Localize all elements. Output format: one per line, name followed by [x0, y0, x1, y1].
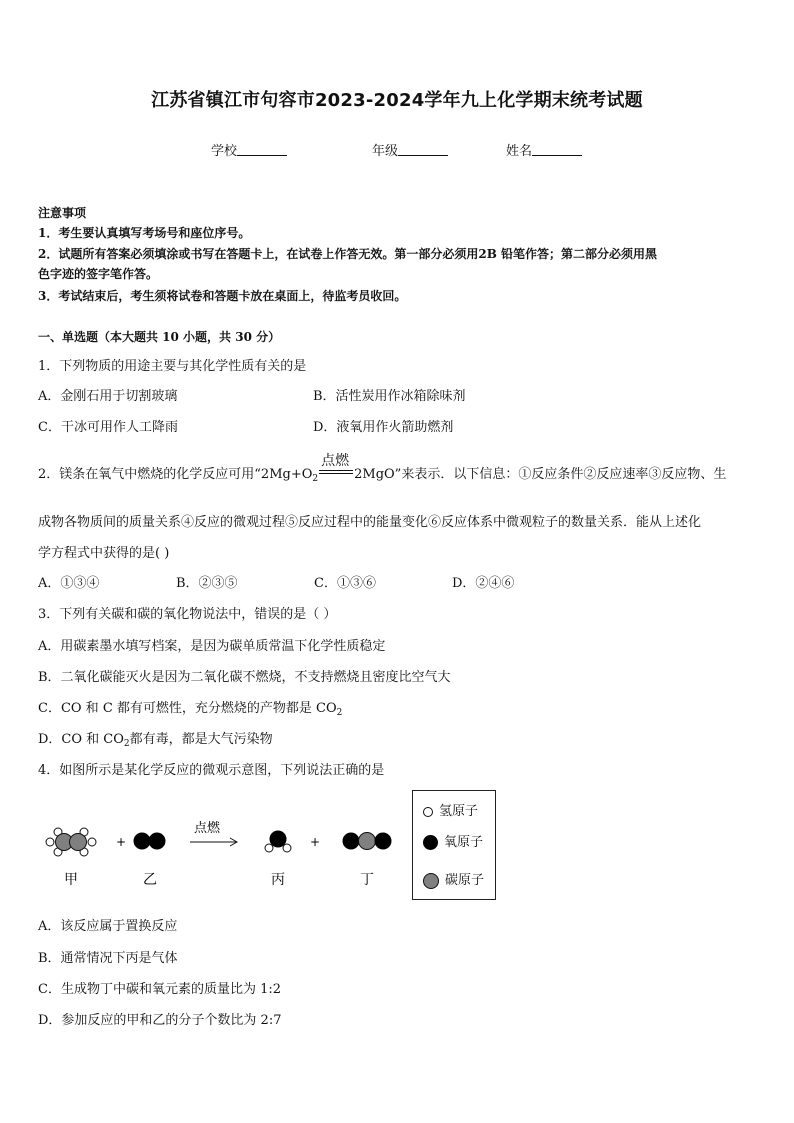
q2-stem-line3: 学方程式中获得的是( ): [38, 546, 170, 561]
plus-sign-1: +: [116, 835, 127, 849]
notice-item-2: 2．试题所有答案必须填涂或书写在答题卡上，在试卷上作答无效。第一部分必须用2B 铅笔作答；第二部分必须用黑: [38, 247, 658, 261]
q3-option-c: [38, 697, 342, 718]
school-field: [211, 140, 287, 159]
q1-option-d: D．液氧用作火箭助燃剂: [313, 420, 454, 435]
legend-hydrogen-label: 氢原子: [439, 804, 479, 819]
q4-stem: 4．如图所示是某化学反应的微观示意图，下列说法正确的是: [38, 763, 385, 778]
molecule-jia: [46, 828, 96, 856]
grade-field: [372, 140, 448, 159]
q2-option-d: D．②④⑥: [452, 576, 515, 591]
label-bing: 丙: [271, 872, 285, 888]
hydrogen-atom-icon: [423, 807, 433, 817]
notice-item-1: 1．考生要认真填写考场号和座位序号。: [38, 226, 251, 240]
reaction-condition: 点燃: [321, 453, 350, 469]
legend-oxygen-label: 氧原子: [444, 835, 484, 850]
q2-option-a: A．①③④: [38, 576, 100, 591]
oxygen-atom-icon: [423, 835, 438, 850]
q2-stem: [38, 453, 727, 484]
plus-sign-2: +: [310, 835, 321, 849]
notice-item-2-cont: 色字迹的签字笔作答。: [38, 267, 159, 281]
molecule-yi: [134, 833, 165, 849]
carbon-atom-icon: [423, 873, 439, 889]
legend-carbon: [423, 869, 484, 889]
q3-option-d: [38, 728, 273, 749]
q3-option-c-subscript: 2: [336, 708, 343, 718]
q3-option-d-text-end: 都有毒，都是大气污染物: [129, 732, 273, 747]
q2-stem-line2: 成物各物质间的质量关系④反应的微观过程⑤反应过程中的能量变化⑥反应体系中微观粒子的数量关系．能从上述化: [38, 515, 702, 530]
q3-option-a: A．用碳素墨水填写档案，是因为碳单质常温下化学性质稳定: [38, 639, 386, 654]
grade-blank: [398, 143, 448, 156]
q3-option-b: B．二氧化碳能灭火是因为二氧化碳不燃烧，不支持燃烧且密度比空气大: [38, 670, 451, 685]
name-label: 姓名: [506, 144, 533, 159]
section-heading: 一、单选题（本大题共 10 小题，共 30 分）: [38, 330, 281, 344]
q2-option-b: B．②③⑤: [176, 576, 238, 591]
molecule-ding: [343, 833, 391, 850]
q3-stem: 3．下列有关碳和碳的氧化物说法中，错误的是（ ）: [38, 607, 337, 622]
q2-stem-part2: 2MgO”来表示．以下信息：①反应条件②反应速率③反应物、生: [354, 467, 727, 482]
q3-option-c-text: C．CO 和 C 都有可燃性，充分燃烧的产物都是 CO: [38, 701, 337, 716]
q3-option-d-text: D．CO 和 CO: [38, 732, 124, 747]
notice-item-3: 3．考试结束后，考生须将试卷和答题卡放在桌面上，待监考员收回。: [38, 289, 407, 303]
molecule-bing: [265, 831, 291, 852]
label-ding: 丁: [360, 872, 374, 888]
notice-heading: 注意事项: [38, 206, 87, 220]
label-yi: 乙: [143, 872, 157, 888]
school-blank: [237, 143, 287, 156]
legend-oxygen: [423, 831, 483, 850]
school-label: 学校: [211, 144, 238, 159]
q4-option-b: B．通常情况下丙是气体: [38, 951, 178, 966]
q4-option-a: A．该反应属于置换反应: [38, 919, 178, 934]
q2-subscript: 2: [312, 474, 319, 484]
q4-option-d: D．参加反应的甲和乙的分子个数比为 2:7: [38, 1013, 282, 1028]
atom-legend: [412, 790, 496, 900]
q1-option-c: C．干冰可用作人工降雨: [38, 420, 178, 435]
q1-option-a: A．金刚石用于切割玻璃: [38, 389, 178, 404]
q2-option-c: C．①③⑥: [314, 576, 376, 591]
legend-hydrogen: [423, 800, 478, 819]
q1-option-b: B．活性炭用作冰箱除味剂: [313, 389, 466, 404]
q2-stem-part1: 2．镁条在氧气中燃烧的化学反应可用“2Mg+O: [38, 467, 313, 482]
reaction-equals-sign: [319, 453, 353, 477]
q3-option-d-subscript: 2: [123, 739, 130, 749]
arrow-condition: 点燃: [194, 821, 221, 836]
name-blank: [532, 143, 582, 156]
q4-option-c: C．生成物丁中碳和氧元素的质量比为 1:2: [38, 982, 282, 997]
label-jia: 甲: [64, 872, 78, 888]
q1-stem: 1．下列物质的用途主要与其化学性质有关的是: [38, 359, 307, 374]
grade-label: 年级: [372, 144, 399, 159]
name-field: [506, 140, 582, 159]
page-title: 江苏省镇江市句容市2023-2024学年九上化学期末统考试题: [151, 90, 643, 111]
legend-carbon-label: 碳原子: [445, 873, 485, 888]
